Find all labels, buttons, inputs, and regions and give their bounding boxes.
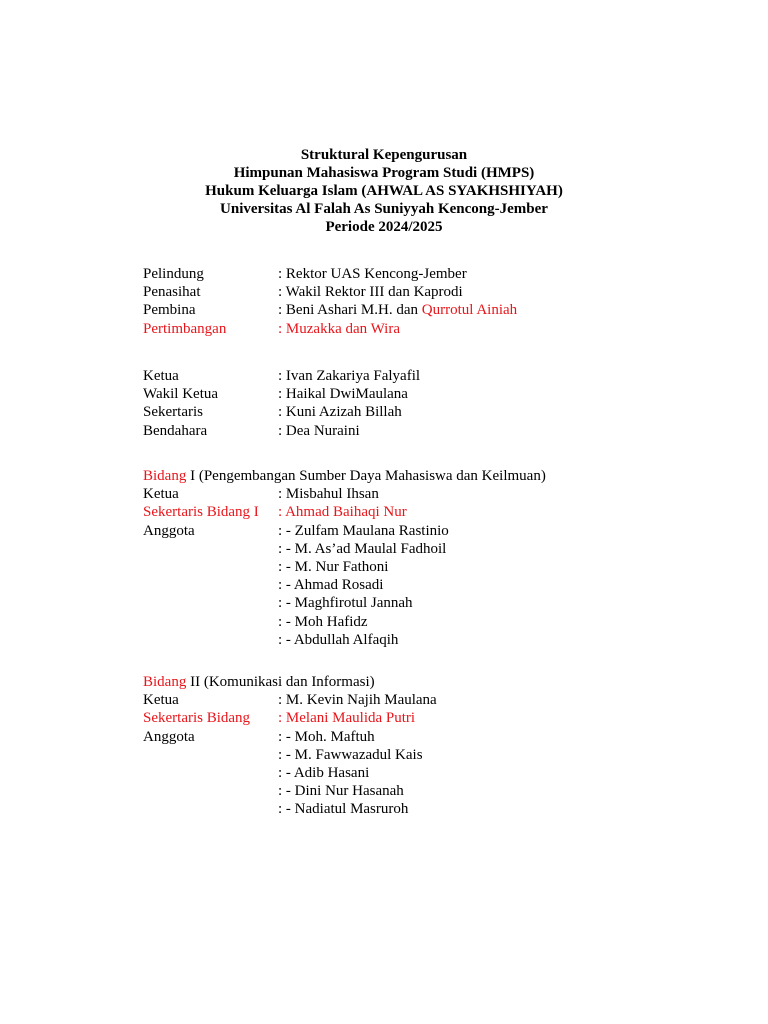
advisor-value: : Wakil Rektor III dan Kaprodi — [278, 284, 463, 301]
bidang-1-anggota-row — [143, 522, 703, 540]
advisor-label: Pembina — [143, 302, 196, 319]
core-label: Ketua — [143, 368, 179, 384]
advisor-value-highlight: Qurrotul Ainiah — [421, 302, 518, 319]
member-item: : - M. Fawwazadul Kais — [278, 746, 423, 763]
core-value: : Kuni Azizah Billah — [278, 404, 402, 421]
bidang-2-heading-rest: II (Komunikasi dan Informasi) — [186, 674, 375, 690]
bidang-2-section — [143, 673, 703, 819]
core-section — [143, 367, 703, 440]
advisor-value: : Muzakka dan Wira — [278, 320, 400, 337]
member-row — [143, 746, 703, 764]
member-item: : - Dini Nur Hasanah — [278, 783, 404, 800]
member-item: : - Ahmad Rosadi — [278, 577, 384, 594]
document-title — [0, 146, 768, 236]
sekretaris-value: : Ahmad Baihaqi Nur — [278, 504, 407, 521]
bidang-2-sekretaris-row — [143, 709, 703, 727]
member-row — [143, 782, 703, 800]
bidang-2-ketua-row — [143, 691, 703, 709]
advisor-row — [143, 265, 703, 283]
advisor-value: : Rektor UAS Kencong-Jember — [278, 266, 467, 282]
ketua-value: : M. Kevin Najih Maulana — [278, 692, 437, 709]
title-line-2: Himpunan Mahasiswa Program Studi (HMPS) — [233, 165, 535, 181]
bidang-1-heading — [143, 467, 703, 485]
member-row — [143, 558, 703, 576]
core-row — [143, 422, 703, 440]
core-row — [143, 367, 703, 385]
bidang-2-anggota-row — [143, 728, 703, 746]
anggota-label: Anggota — [143, 728, 195, 745]
core-row — [143, 403, 703, 421]
advisor-value — [278, 301, 517, 319]
member-row — [143, 594, 703, 612]
core-value: : Ivan Zakariya Falyafil — [278, 368, 421, 384]
bidang-2-heading — [143, 673, 703, 691]
core-row — [143, 385, 703, 403]
sekretaris-label: Sekertaris Bidang — [143, 710, 251, 727]
title-line-4: Universitas Al Falah As Suniyyah Kencong-Jember — [220, 201, 548, 217]
member-item: : - Zulfam Maulana Rastinio — [278, 522, 449, 539]
core-label: Wakil Ketua — [143, 386, 219, 403]
title-line-1: Struktural Kepengurusan — [300, 147, 468, 163]
bidang-2-heading-red: Bidang — [143, 674, 187, 690]
bidang-1-sekretaris-row — [143, 503, 703, 521]
advisor-row — [143, 320, 703, 338]
member-row — [143, 613, 703, 631]
advisors-section — [143, 265, 703, 338]
member-item: : - Moh. Maftuh — [278, 728, 375, 745]
member-item: : - Nadiatul Masruroh — [278, 801, 409, 818]
advisor-row — [143, 301, 703, 319]
advisor-label: Pelindung — [143, 266, 204, 282]
core-label: Sekertaris — [143, 404, 203, 421]
advisor-row — [143, 283, 703, 301]
bidang-1-heading-red: Bidang — [143, 468, 187, 484]
ketua-label: Ketua — [143, 486, 179, 503]
advisor-label: Pertimbangan — [143, 320, 227, 337]
member-row — [143, 540, 703, 558]
title-line-5: Periode 2024/2025 — [325, 219, 443, 235]
sekretaris-label: Sekertaris Bidang I — [143, 504, 259, 521]
core-label: Bendahara — [143, 422, 208, 439]
member-item: : - M. As’ad Maulal Fadhoil — [278, 540, 447, 557]
advisor-value-text: : Beni Ashari M.H. dan — [278, 302, 422, 319]
bidang-1-heading-rest: I (Pengembangan Sumber Daya Mahasiswa dan Keilmuan) — [186, 468, 546, 484]
advisor-label: Penasihat — [143, 284, 201, 301]
core-value: : Dea Nuraini — [278, 422, 360, 439]
ketua-value: : Misbahul Ihsan — [278, 486, 379, 503]
anggota-label: Anggota — [143, 522, 195, 539]
sekretaris-value: : Melani Maulida Putri — [278, 710, 416, 727]
member-item: : - Abdullah Alfaqih — [278, 631, 399, 648]
member-row — [143, 764, 703, 782]
core-value: : Haikal DwiMaulana — [278, 386, 408, 403]
ketua-label: Ketua — [143, 692, 179, 709]
member-row — [143, 800, 703, 818]
bidang-1-section — [143, 467, 703, 649]
member-item: : - Moh Hafidz — [278, 613, 368, 630]
member-item: : - Adib Hasani — [278, 765, 370, 782]
bidang-1-ketua-row — [143, 485, 703, 503]
title-line-3: Hukum Keluarga Islam (AHWAL AS SYAKHSHIYAH) — [205, 183, 563, 199]
member-row — [143, 576, 703, 594]
member-item: : - M. Nur Fathoni — [278, 559, 389, 576]
member-item: : - Maghfirotul Jannah — [278, 595, 413, 612]
member-row — [143, 631, 703, 649]
